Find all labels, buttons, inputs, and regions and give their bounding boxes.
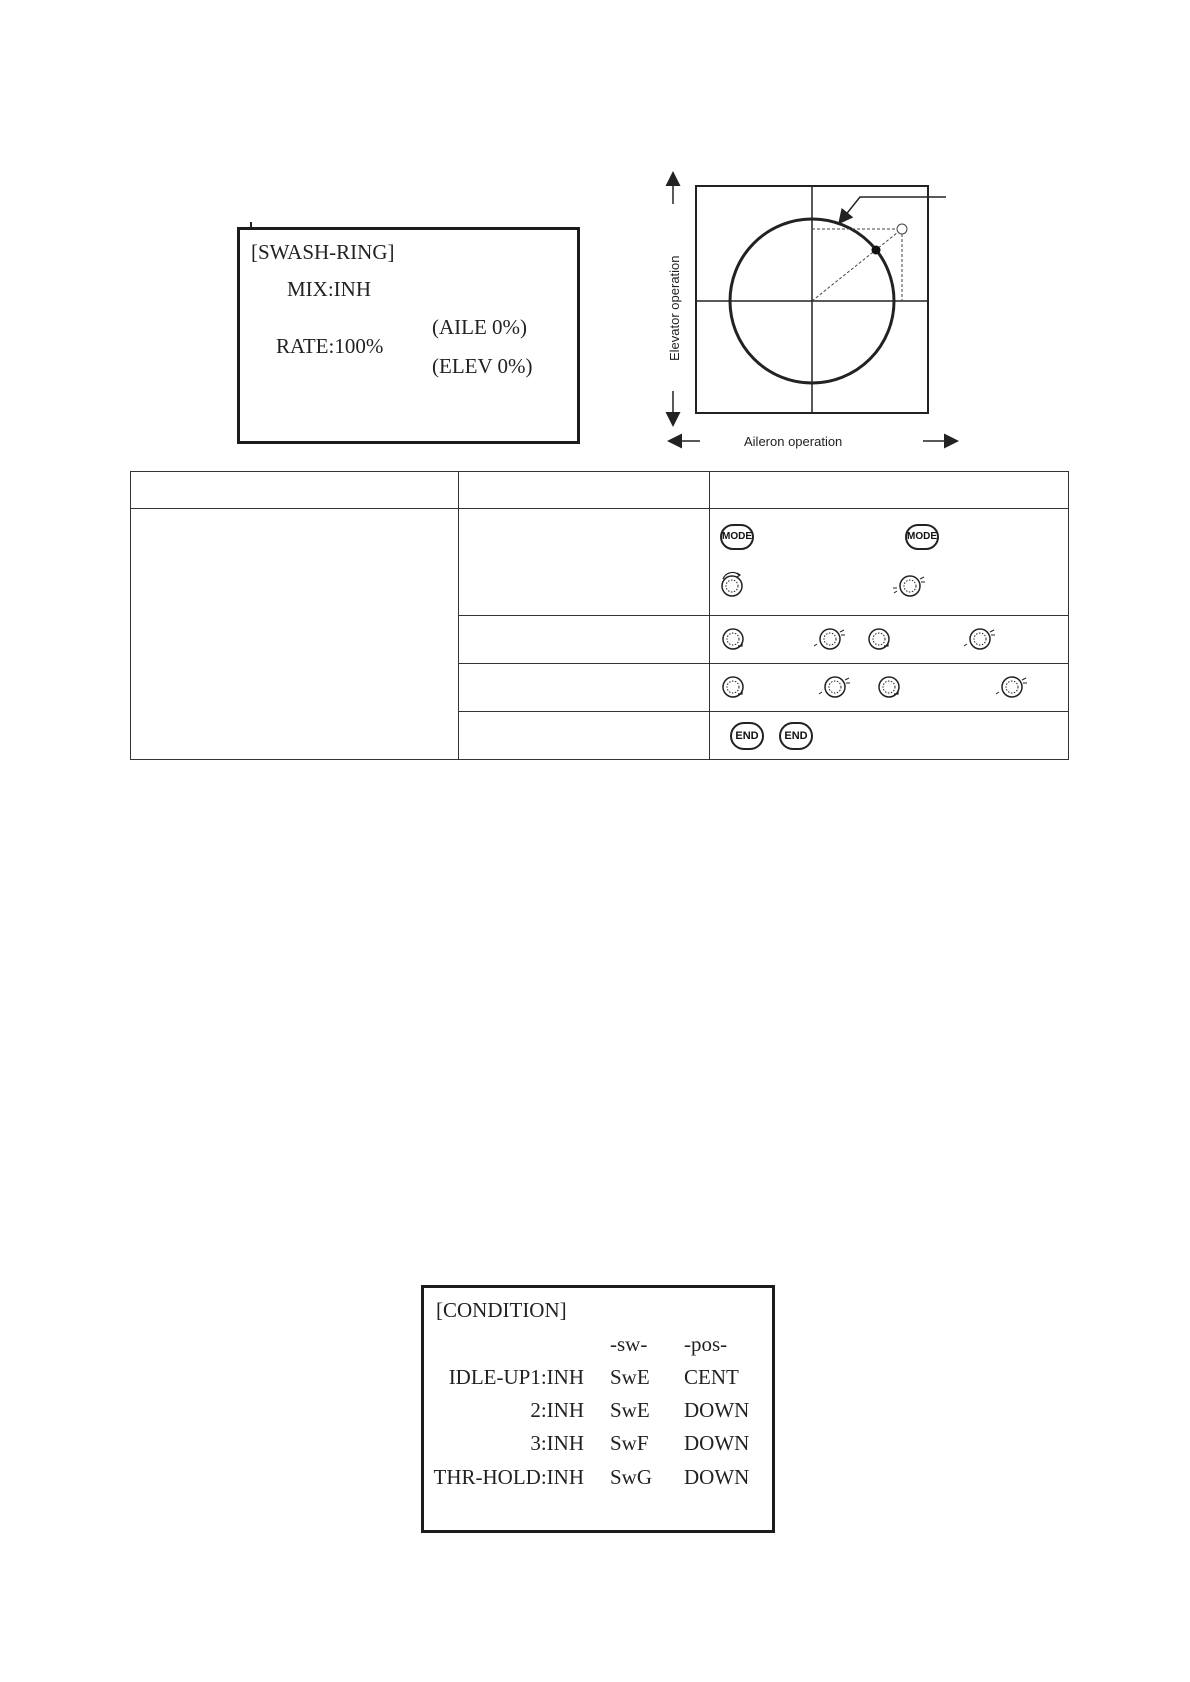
table-header-row <box>131 472 1069 509</box>
step-cell <box>459 712 710 760</box>
condition-label: IDLE-UP1:INH <box>448 1365 584 1389</box>
swash-ring-screen <box>237 227 580 444</box>
mode-button-icon: MODE <box>720 524 754 550</box>
dial-press-icon <box>818 673 852 706</box>
callout-leader <box>840 197 946 222</box>
mix-status: MIX:INH <box>287 277 371 301</box>
function-cell <box>131 509 459 760</box>
swash-ring-diagram <box>660 166 970 450</box>
condition-screen <box>421 1285 775 1533</box>
vector-line <box>812 229 902 301</box>
operation-cell <box>710 509 1069 616</box>
header-cell <box>710 472 1069 509</box>
step-cell <box>459 664 710 712</box>
condition-position: CENT <box>684 1365 739 1389</box>
aileron-axis-label: Aileron operation <box>744 434 843 449</box>
elevator-axis-label: Elevator operation <box>667 255 682 361</box>
screen-title: [SWASH-RING] <box>251 240 395 264</box>
dial-turn-icon <box>865 625 893 658</box>
condition-switch: SwF <box>610 1431 649 1455</box>
condition-position: DOWN <box>684 1398 750 1422</box>
column-header-sw: -sw- <box>610 1332 648 1356</box>
command-point <box>897 224 907 234</box>
dial-turn-icon <box>875 673 903 706</box>
condition-label: 2:INH <box>530 1398 584 1422</box>
dial-turn-icon <box>719 673 747 706</box>
header-cell <box>459 472 710 509</box>
condition-position: DOWN <box>684 1465 750 1489</box>
dial-press-icon <box>813 625 847 658</box>
condition-label: THR-HOLD:INH <box>433 1465 584 1489</box>
operation-cell <box>710 664 1069 712</box>
condition-switch: SwG <box>610 1465 653 1489</box>
mode-button-icon: MODE <box>905 524 939 550</box>
dial-turn-icon <box>719 571 747 604</box>
operation-cell <box>710 616 1069 664</box>
dial-press-icon <box>963 625 997 658</box>
dial-turn-icon <box>719 625 747 658</box>
dial-press-icon <box>893 571 927 604</box>
end-button-icon: END <box>730 722 764 750</box>
step-cell <box>459 616 710 664</box>
rate-value: RATE:100% <box>276 334 384 358</box>
header-cell <box>131 472 459 509</box>
condition-switch: SwE <box>610 1398 650 1422</box>
operation-cell <box>710 712 1069 760</box>
limited-point <box>872 246 881 255</box>
condition-position: DOWN <box>684 1431 750 1455</box>
condition-switch: SwE <box>610 1365 650 1389</box>
elevator-value: (ELEV 0%) <box>432 354 533 378</box>
table-row <box>131 509 1069 616</box>
aileron-value: (AILE 0%) <box>432 315 528 339</box>
dial-press-icon <box>995 673 1029 706</box>
operations-table <box>130 471 1069 760</box>
condition-label: 3:INH <box>530 1431 584 1455</box>
column-header-pos: -pos- <box>684 1332 728 1356</box>
screen-title: [CONDITION] <box>436 1298 567 1322</box>
end-button-icon: END <box>779 722 813 750</box>
step-cell <box>459 509 710 616</box>
